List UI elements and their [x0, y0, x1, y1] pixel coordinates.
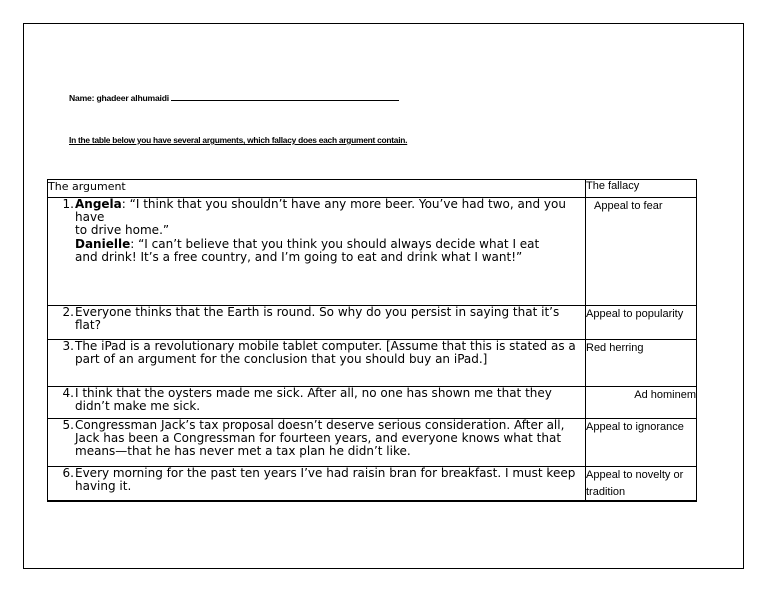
fallacy-cell [586, 340, 697, 387]
name-underline [171, 93, 399, 101]
instruction-text: In the table below you have several arguments, which fallacy does each argument contain. [69, 135, 408, 145]
fallacy-answer: Appeal to ignorance [586, 421, 684, 433]
argument-cell [48, 387, 586, 419]
fallacy-cell [586, 419, 697, 467]
row-number: 1. [62, 197, 74, 211]
row-number: 4. [62, 386, 74, 400]
argument-text: Every morning for the past ten years I’ve had raisin bran for breakfast. I must keep having it. [75, 466, 576, 494]
argument-text: Congressman Jack’s tax proposal doesn’t deserve serious consideration. After all, Jack has been a Congressman for fourteen years, and everyone knows what that means—that he has never met a tax plan he didn’t like. [75, 418, 565, 459]
argument-text-part: : “I think that you shouldn’t have any more beer. You’ve had two, and you have [75, 197, 566, 225]
fallacy-cell [586, 467, 697, 502]
table-header-row [48, 180, 697, 198]
fallacy-table [47, 179, 697, 502]
row-number: 3. [62, 339, 74, 353]
argument-text: The iPad is a revolutionary mobile tablet computer. [Assume that this is stated as a part of an argument for the conclusion that you should buy an iPad.] [75, 339, 576, 367]
header-fallacy: The fallacy [586, 180, 697, 198]
argument-text-part: : “I can’t believe that you think you should always decide what I eat [130, 236, 540, 251]
fallacy-cell [586, 198, 697, 306]
argument-cell [48, 419, 586, 467]
fallacy-answer: Appeal to popularity [586, 308, 684, 320]
argument-text [75, 198, 585, 264]
row-number: 6. [62, 466, 74, 480]
argument-text-part: to drive home.” [75, 223, 170, 238]
table-row [48, 387, 697, 419]
fallacy-cell [586, 387, 697, 419]
fallacy-answer: Ad hominem [634, 389, 696, 401]
fallacy-answer: Appeal to fear [594, 200, 663, 212]
speaker-name: Danielle [75, 236, 131, 251]
table-row [48, 198, 697, 306]
speaker-name: Angela [75, 197, 122, 211]
table-row [48, 340, 697, 387]
row-number: 5. [62, 418, 74, 432]
table-row [48, 419, 697, 467]
fallacy-answer: Appeal to novelty or tradition [586, 469, 684, 498]
header-argument: The argument [48, 180, 586, 198]
argument-text: Everyone thinks that the Earth is round. So why do you persist in saying that it’s flat? [75, 305, 560, 333]
argument-text: I think that the oysters made me sick. After all, no one has shown me that they didn’t make me sick. [75, 386, 552, 414]
table-row [48, 467, 697, 502]
argument-cell [48, 198, 586, 306]
name-line [69, 93, 399, 103]
argument-cell [48, 340, 586, 387]
argument-cell [48, 467, 586, 502]
table-row [48, 306, 697, 340]
argument-text-part: and drink! It’s a free country, and I’m going to eat and drink what I want!” [75, 249, 523, 264]
fallacy-cell [586, 306, 697, 340]
fallacy-answer: Red herring [586, 342, 644, 354]
row-number: 2. [62, 305, 74, 319]
student-name: Name: ghadeer alhumaidi [69, 93, 169, 103]
argument-cell [48, 306, 586, 340]
